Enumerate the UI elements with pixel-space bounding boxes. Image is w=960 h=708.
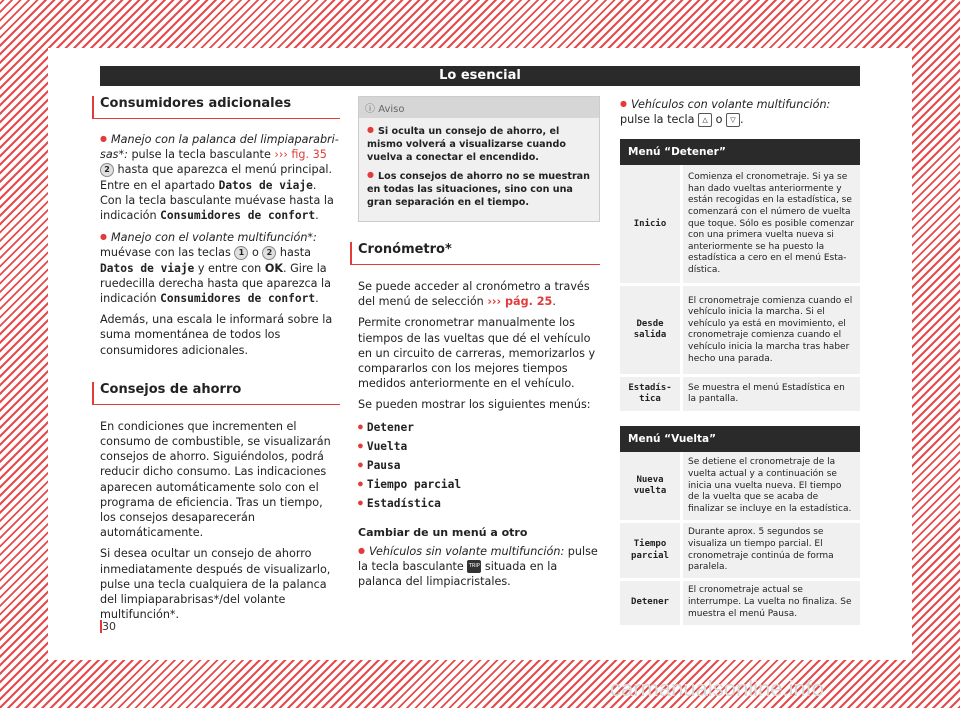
bullet-palanca: ● Manejo con la palanca del limpiaparabrisas*: pulse la tecla basculante ››› fig. 35 2 hasta que aparezca el menú principal. Entre en el apartado Datos de viaje. Con la tecla basculante muévase hasta la indicación Consumidores de confort. [100,131,340,223]
paragraph-consejos: En condiciones que incrementen el consumo de combustible, se visualizarán consejos de ahorro. Siguiéndolos, podrá reducir dicho consumo. Las indicaciones aparecen automáticamente solo con el programa de eficiencia. Tras un tiempo, los consejos desaparecerán automáticamente. [100,419,331,540]
table-vuelta [620,426,860,627]
section-title-consejos: Consejos de ahorro [92,382,340,405]
menu-item: ● Estadística [358,495,600,511]
up-key-icon: △ [698,113,712,127]
watermark: carmanualsonline.info [610,676,825,701]
down-key-icon: ▽ [726,113,740,127]
table-row: Desde salida El cronometraje comienza cuando el vehículo inicia la marcha. Si el vehículo ya está en movimiento, el cronometraje comienza cuando el vehículo inicia la marcha tras haber hecho una parada. [620,285,860,376]
menu-item: ● Tiempo parcial [358,476,600,492]
bullet-volante: ● Manejo con el volante multifunción*: muévase con las teclas 1 o 2 hasta Datos de viaje y entre con OK. Gire la ruedecilla derecha hasta que aparezca la indicación Consumidores de confort. [100,229,340,306]
bullet-con-volante: ● Vehículos con volante multifunción: pulse la tecla △ o ▽ . [620,96,860,127]
menu-item: ● Pausa [358,457,600,473]
page-number: 30 [102,620,116,633]
callout-number: 1 [234,246,248,260]
callout-number: 2 [100,163,114,177]
column-middle [358,96,600,595]
paragraph-permite: Permite cronometrar manualmente los tiempos de las vueltas que dé el vehículo en un circuito de carreras, memorizarlos y compararlos con los mejores tiempos medidos anteriormente en el vehículo. [358,316,596,391]
paragraph-escala: Además, una escala le informará sobre la suma momentánea de todos los consumidores adicionales. [100,313,333,357]
chapter-header: Lo esencial [100,66,860,86]
paragraph-ocultar: Si desea ocultar un consejo de ahorro inmediatamente después de visualizarlo, pulse una tecla cualquiera de la palanca del limpiaparabrisas*/del volante multifunción*. [100,547,331,622]
section-title-consumidores: Consumidores adicionales [92,96,340,119]
notice-header: ⓘ Aviso [359,97,599,118]
paragraph-acceso: Se puede acceder al cronómetro a través del menú de selección ››› pág. 25. [358,280,590,309]
paragraph-menus: Se pueden mostrar los siguientes menús: [358,398,591,412]
table-row: Inicio Comienza el cronometraje. Si ya se han dado vueltas anteriormente y están recogidas en la estadística, se comenzará con el número de vuelta que toque. Sólo es posible comenzar con una primera vuelta nueva si anteriormente se ha puesto la estadística a cero en el menú Estadística. [620,165,860,285]
notice-item: ● Si oculta un consejo de ahorro, el mismo volverá a visualizarse cuando vuelva a conectar el encendido. [367,123,591,164]
table-row: Detener El cronometraje actual se interrumpe. La vuelta no finaliza. Se muestra el menú Pausa. [620,579,860,626]
subsection-title: Cambiar de un menú a otro [358,525,528,539]
menu-item: ● Vuelta [358,438,600,454]
table-row: Tiempo parcial Durante aprox. 5 segundos se visualiza un tiempo parcial. El cronometraje continúa de forma paralela. [620,522,860,579]
table-title: Menú “Detener” [620,139,860,165]
menu-item: ● Detener [358,419,600,435]
table-row: Estadística Se muestra el menú Estadística en la pantalla. [620,376,860,413]
trip-key-icon: TRIP [467,560,481,573]
table-title: Menú “Vuelta” [620,426,860,452]
table-detener [620,139,860,414]
notice-item: ● Los consejos de ahorro no se muestran en todas las situaciones, sino con una gran separación en el tiempo. [367,168,591,209]
callout-number: 2 [262,246,276,260]
info-icon: ⓘ [365,104,375,115]
column-right [620,96,860,640]
section-title-cronometro: Cronómetro* [350,242,600,265]
table-row: Nueva vuelta Se detiene el cronometraje de la vuelta actual y a continuación se inicia una vuelta nueva. El tiempo de la vuelta que se acaba de finalizar se incluye en la estadística. [620,452,860,522]
page-link[interactable]: ››› pág. 25 [487,295,553,309]
figure-link[interactable]: ››› fig. 35 [274,148,327,162]
bullet-sin-volante: ● Vehículos sin volante multifunción: pulse la tecla basculante TRIP situada en la palanca del limpiacristales. [358,543,600,590]
notice-box [358,96,600,222]
column-left [100,96,340,628]
